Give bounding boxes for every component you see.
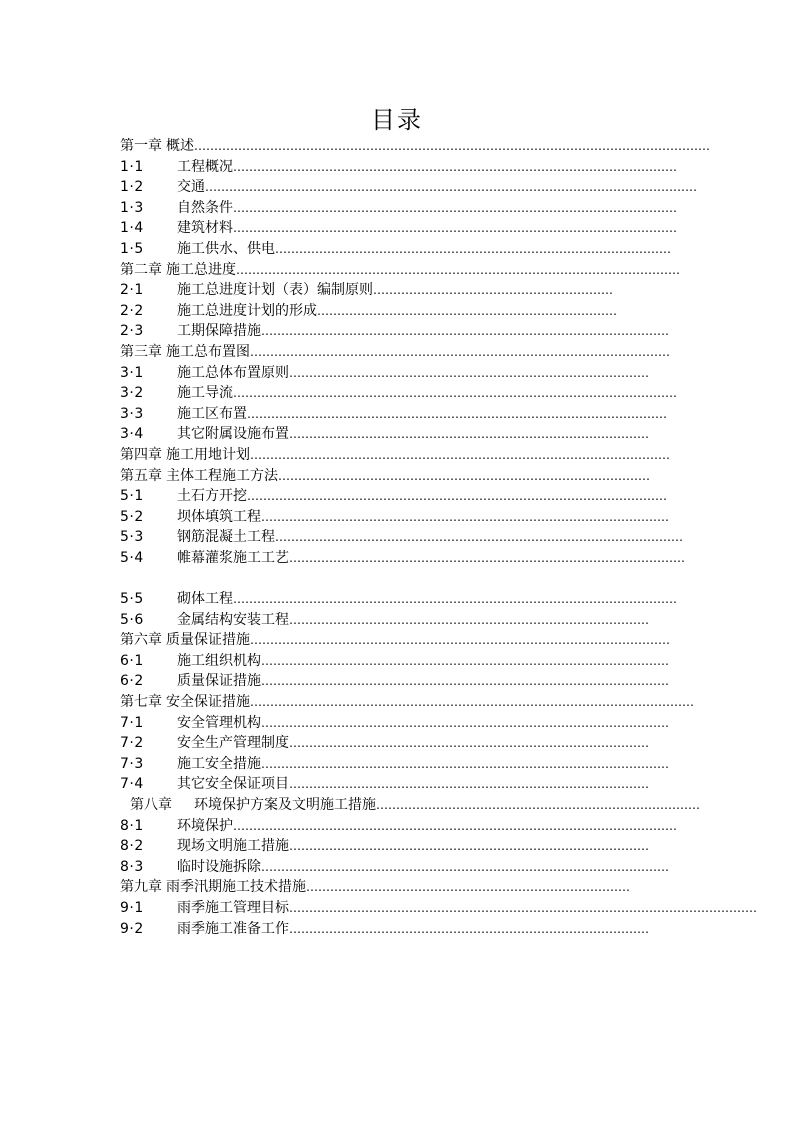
toc-entry-title: 其它安全保证项目 <box>177 776 289 793</box>
toc-leader-dots: ……………………………………………………………………… <box>376 798 700 812</box>
toc-leader-dots: ………………………………………………………………………………………………… <box>233 818 677 833</box>
toc-leader-dots: ………………………………………………………………………………… <box>278 468 650 483</box>
toc-entry-number: 第八章 <box>130 797 172 813</box>
toc-entry-number: 第六章 <box>120 632 162 649</box>
toc-entry-number: 2·3 <box>120 323 144 340</box>
toc-entry-number: 第一章 <box>120 138 162 154</box>
toc-entry-number: 8·3 <box>120 858 144 875</box>
toc-leader-dots: ………………………………………………………………………………………… <box>261 653 669 668</box>
toc-entry-title: 安全管理机构 <box>177 714 261 731</box>
toc-section-entry[interactable] <box>120 589 680 610</box>
toc-entry-number: 5·4 <box>120 549 144 566</box>
toc-leader-dots: …………………………………………………………………………………………… <box>250 633 670 648</box>
toc-leader-dots: ………………………………………………………………………………………………… <box>233 221 677 236</box>
toc-section-entry[interactable] <box>120 424 680 445</box>
toc-leader-dots: ………………………………………………………………………………………………… <box>250 695 694 710</box>
toc-leader-dots: ………………………………………………………………………………………… <box>261 324 669 339</box>
toc-chapter-entry[interactable] <box>120 692 694 713</box>
toc-entry-title: 自然条件 <box>177 199 233 216</box>
toc-leader-dots: ……………………………………………………………………………………………………… <box>289 900 757 915</box>
toc-entry-title: 其它附属设施布置 <box>177 426 289 443</box>
toc-chapter-entry[interactable] <box>120 466 680 487</box>
toc-chapter-entry[interactable] <box>120 630 680 651</box>
toc-chapter-entry[interactable] <box>120 877 680 898</box>
toc-entry-number: 9·2 <box>120 920 144 937</box>
toc-entry-title: 安全保证措施 <box>166 694 250 711</box>
toc-leader-dots: ………………………………………………………………………………………… <box>261 859 669 874</box>
toc-entry-title: 现场文明施工措施 <box>177 838 289 855</box>
toc-entry-title: 施工总体布置原则 <box>177 364 289 381</box>
toc-section-entry[interactable] <box>120 610 680 631</box>
toc-entry-number: 6·1 <box>120 652 144 669</box>
toc-section-entry[interactable] <box>120 321 680 342</box>
toc-entry-title: 施工总进度计划（表）编制原则 <box>177 282 373 299</box>
toc-section-entry[interactable] <box>120 363 680 384</box>
toc-section-entry[interactable] <box>120 383 680 404</box>
toc-entry-number: 第二章 <box>120 261 162 278</box>
toc-entry-title: 施工供水、供电 <box>177 240 275 257</box>
toc-section-entry[interactable] <box>120 218 680 239</box>
toc-leader-dots: ……………………………………………………………………………… <box>289 612 649 627</box>
toc-entry-number: 第五章 <box>120 467 162 484</box>
toc-entry-number: 3·4 <box>120 426 144 443</box>
toc-section-entry[interactable] <box>120 898 757 919</box>
toc-entry-title: 施工导流 <box>177 385 233 402</box>
toc-entry-number: 第九章 <box>120 879 162 896</box>
toc-section-entry[interactable] <box>120 754 680 775</box>
toc-leader-dots: …………………………………………………… <box>373 283 613 298</box>
toc-entry-number: 9·1 <box>120 899 144 916</box>
toc-entry-number: 1·2 <box>120 179 144 196</box>
toc-leader-dots: …………………………………………………………………………………………… <box>247 406 667 421</box>
toc-leader-dots: ……………………………………………………………………… <box>306 880 630 895</box>
toc-entry-number: 1·3 <box>120 199 144 216</box>
toc-entry-title: 雨季施工管理目标 <box>177 899 289 916</box>
toc-entry-number: 5·3 <box>120 529 144 546</box>
toc-leader-dots: ……………………………………………………………………………………… <box>289 550 685 565</box>
toc-leader-dots: ……………………………………………………………………………… <box>289 777 649 792</box>
toc-leader-dots: ………………………………………………………………………………………… <box>261 756 669 771</box>
toc-section-entry[interactable] <box>120 713 680 734</box>
toc-leader-dots: ………………………………………………………………………………………… <box>261 509 669 524</box>
toc-section-entry[interactable] <box>120 548 685 569</box>
toc-entry-title: 施工总进度 <box>166 261 236 278</box>
toc-entry-title: 概述 <box>166 138 194 154</box>
toc-entry-title: 雨季施工准备工作 <box>177 920 289 937</box>
toc-entry-title: 施工总布置图 <box>166 343 250 360</box>
toc-entry-title: 施工安全措施 <box>177 755 261 772</box>
toc-leader-dots: ……………………………………………………………………………… <box>289 921 649 936</box>
toc-section-entry[interactable] <box>120 816 680 837</box>
toc-entry-number: 第七章 <box>120 694 162 711</box>
toc-entry-number: 2·1 <box>120 282 144 299</box>
toc-leader-dots: ………………………………………………………………………………………………… <box>233 386 677 401</box>
toc-leader-dots: ………………………………………………………………………………………… <box>261 674 669 689</box>
toc-entry-number: 5·1 <box>120 488 144 505</box>
toc-entry-number: 2·2 <box>120 302 144 319</box>
toc-leader-dots: ………………………………………………………………………………………… <box>275 530 683 545</box>
toc-leader-dots: ………………………………………………………………… <box>317 303 617 318</box>
toc-leader-dots: ……………………………………………………………………………… <box>289 839 649 854</box>
toc-entry-title: 雨季汛期施工技术措施 <box>166 879 306 896</box>
toc-section-entry[interactable] <box>120 857 680 878</box>
toc-entry-title: 质量保证措施 <box>166 632 250 649</box>
toc-leader-dots: ……………………………………………………………………………… <box>289 427 649 442</box>
toc-section-entry[interactable] <box>120 651 680 672</box>
toc-leader-dots: ………………………………………………………………………………………………… <box>233 200 677 215</box>
toc-entry-title: 坝体填筑工程 <box>177 508 261 525</box>
toc-entry-title: 钢筋混凝土工程 <box>177 529 275 546</box>
toc-entry-number: 3·3 <box>120 405 144 422</box>
toc-leader-dots: ……………………………………………………………………………… <box>289 736 649 751</box>
toc-entry-title: 帷幕灌浆施工工艺 <box>177 549 289 566</box>
toc-entry-title: 主体工程施工方法 <box>166 467 278 484</box>
toc-section-entry[interactable] <box>120 404 680 425</box>
toc-leader-dots: …………………………………………………………………………………………… <box>250 344 670 359</box>
toc-chapter-entry[interactable] <box>120 795 700 816</box>
toc-entry-number: 1·1 <box>120 158 144 175</box>
toc-entry-number: 5·2 <box>120 508 144 525</box>
toc-entry-title: 土石方开挖 <box>177 488 247 505</box>
toc-entry-title: 工程概况 <box>177 158 233 175</box>
toc-spacer <box>120 568 680 589</box>
toc-section-entry[interactable] <box>120 836 680 857</box>
toc-entry-title: 环境保护 <box>177 817 233 834</box>
page-title: 目录 <box>371 106 423 134</box>
toc-leader-dots: ………………………………………………………………………………………………… <box>233 592 677 607</box>
toc-section-entry[interactable] <box>120 919 680 940</box>
toc-entry-number: 3·1 <box>120 364 144 381</box>
toc-entry-title: 交通 <box>177 179 205 196</box>
toc-entry-title: 金属结构安装工程 <box>177 611 289 628</box>
toc-chapter-entry[interactable] <box>120 445 680 466</box>
toc-entry-title: 砌体工程 <box>177 591 233 608</box>
toc-section-entry[interactable] <box>120 198 680 219</box>
table-of-contents <box>120 136 757 939</box>
toc-entry-number: 7·2 <box>120 735 144 752</box>
toc-leader-dots: ……………………………………………………………………………… <box>289 365 649 380</box>
toc-chapter-entry[interactable] <box>120 260 680 281</box>
toc-section-entry[interactable] <box>120 239 680 260</box>
toc-entry-number: 1·4 <box>120 220 144 237</box>
toc-entry-title: 施工组织机构 <box>177 652 261 669</box>
toc-section-entry[interactable] <box>120 527 683 548</box>
toc-section-entry[interactable] <box>120 301 680 322</box>
toc-section-entry[interactable] <box>120 507 680 528</box>
toc-entry-title: 施工区布置 <box>177 405 247 422</box>
toc-entry-number: 8·1 <box>120 817 144 834</box>
toc-leader-dots: ………………………………………………………………………………………… <box>261 715 669 730</box>
toc-leader-dots: ………………………………………………………………………………………………… <box>233 159 677 174</box>
toc-entry-number: 1·5 <box>120 240 144 257</box>
toc-section-entry[interactable] <box>120 774 680 795</box>
toc-entry-number: 7·4 <box>120 776 144 793</box>
toc-entry-number: 8·2 <box>120 838 144 855</box>
toc-entry-number: 5·5 <box>120 591 144 608</box>
toc-chapter-entry[interactable] <box>120 342 680 363</box>
toc-entry-title: 环境保护方案及文明施工措施 <box>194 797 376 813</box>
toc-leader-dots: …………………………………………………………………………………………… <box>247 489 667 504</box>
toc-entry-title: 临时设施拆除 <box>177 858 261 875</box>
toc-section-entry[interactable] <box>120 733 680 754</box>
toc-entry-number: 第三章 <box>120 343 162 360</box>
toc-section-entry[interactable] <box>120 157 680 178</box>
toc-leader-dots: ………………………………………………………………………………………………… <box>236 262 680 277</box>
toc-leader-dots: ………………………………………………………………………………………………………………… <box>194 139 710 153</box>
toc-leader-dots: ……………………………………………………………………………………… <box>275 241 671 256</box>
toc-entry-number: 7·1 <box>120 714 144 731</box>
toc-leader-dots: …………………………………………………………………………………………………………… <box>205 180 697 195</box>
toc-entry-number: 5·6 <box>120 611 144 628</box>
toc-section-entry[interactable] <box>120 280 680 301</box>
toc-entry-title: 施工用地计划 <box>166 446 250 463</box>
toc-leader-dots: …………………………………………………………………………………………… <box>250 447 670 462</box>
toc-entry-number: 3·2 <box>120 385 144 402</box>
toc-section-entry[interactable] <box>120 671 680 692</box>
toc-entry-number: 第四章 <box>120 446 162 463</box>
toc-entry-number: 7·3 <box>120 755 144 772</box>
toc-section-entry[interactable] <box>120 486 680 507</box>
toc-entry-number: 6·2 <box>120 673 144 690</box>
toc-section-entry[interactable] <box>120 177 697 198</box>
toc-entry-title: 安全生产管理制度 <box>177 735 289 752</box>
toc-entry-title: 建筑材料 <box>177 220 233 237</box>
toc-entry-title: 工期保障措施 <box>177 323 261 340</box>
toc-entry-title: 质量保证措施 <box>177 673 261 690</box>
toc-chapter-entry[interactable] <box>120 136 710 157</box>
toc-entry-title: 施工总进度计划的形成 <box>177 302 317 319</box>
